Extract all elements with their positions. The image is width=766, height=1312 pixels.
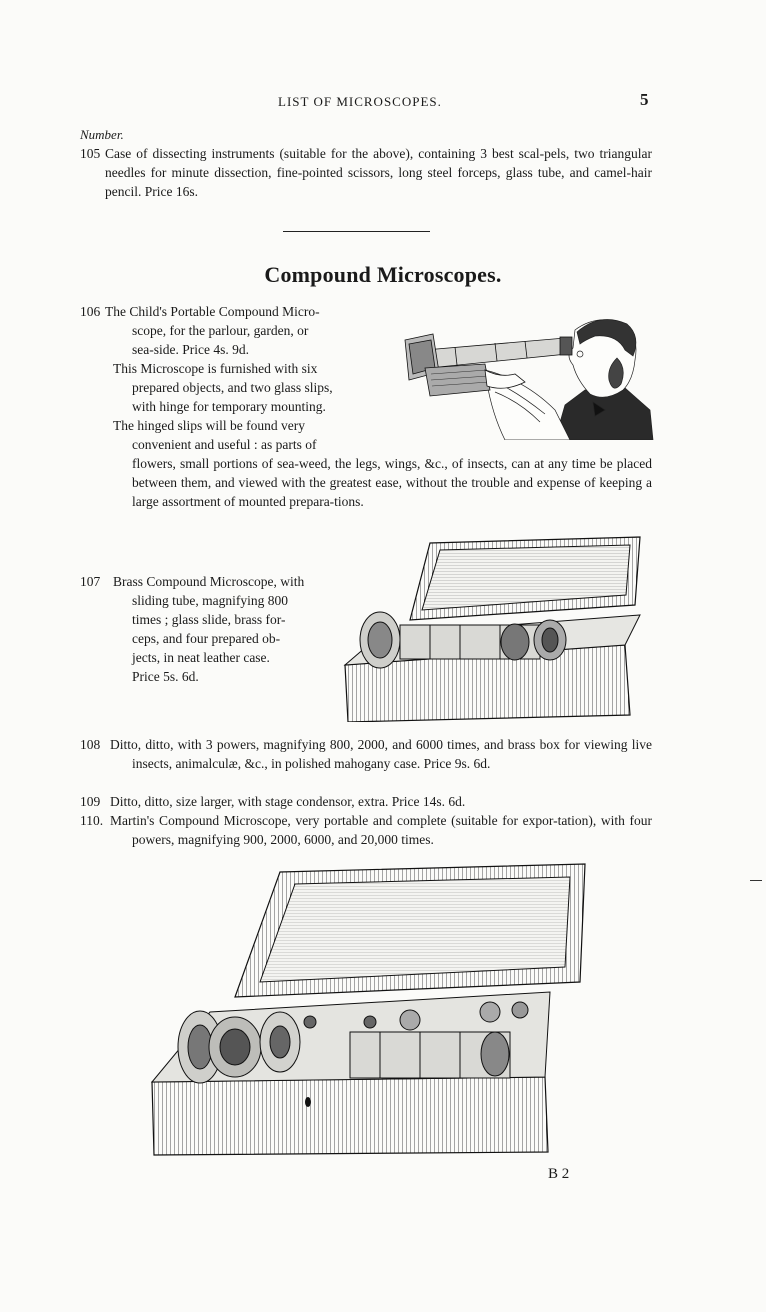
- entry-number: 109: [80, 794, 101, 809]
- entry-107: [80, 572, 340, 692]
- entry-text: Ditto, ditto, with 3 powers, magnifying 800, 2000, and 6000 times, and brass box for viewing live insects, animalculæ, &c., in polished mahogany case. Price 9s. 6d.: [110, 737, 652, 771]
- entry-line: with hinge for temporary mounting.: [132, 399, 326, 414]
- entry-line: The Child's Portable Compound Micro-: [105, 304, 320, 319]
- entry-109: [80, 792, 652, 811]
- engraving-martins-microscope-case: [150, 862, 600, 1157]
- section-title: Compound Microscopes.: [264, 262, 502, 287]
- entry-line: sliding tube, magnifying 800: [132, 593, 288, 608]
- entry-line: sea-side. Price 4s. 9d.: [132, 342, 249, 357]
- entry-line: prepared objects, and two glass slips,: [132, 380, 333, 395]
- margin-mark: [750, 880, 762, 881]
- engraving-brass-microscope-case: [340, 535, 645, 722]
- section-divider: [283, 231, 430, 232]
- entry-line: times ; glass slide, brass for-: [132, 612, 286, 627]
- entry-number: 105: [80, 146, 101, 161]
- entry-110: [80, 811, 652, 849]
- entry-108: [80, 735, 652, 795]
- entry-line: This Microscope is furnished with six: [113, 361, 318, 376]
- entry-line: convenient and useful : as parts of: [132, 437, 317, 452]
- number-column-label: Number.: [80, 127, 124, 142]
- entry-number: 110.: [80, 813, 104, 828]
- page-number: 5: [640, 90, 649, 109]
- signature-mark: B 2: [548, 1166, 570, 1182]
- entry-line: Price 5s. 6d.: [132, 669, 199, 684]
- entry-text: Martin's Compound Microscope, very portable and complete (suitable for expor-tation), with four powers, magnifying 900, 2000, 6000, and 20,000 times.: [110, 813, 652, 847]
- entry-text: Case of dissecting instruments (suitable for the above), containing 3 best scal-pels, two triangular needles for minute dissection, fine-pointed scissors, long steel forceps, glass tube, and camel-hair pencil. Price 16s.: [105, 146, 652, 199]
- entry-line: jects, in neat leather case.: [132, 650, 270, 665]
- entry-text: Ditto, ditto, size larger, with stage condensor, extra. Price 14s. 6d.: [110, 794, 466, 809]
- entry-line: The hinged slips will be found very: [113, 418, 305, 433]
- entry-number: 107: [80, 574, 101, 589]
- entry-105: [80, 144, 652, 201]
- entry-number: 106: [80, 304, 101, 319]
- entry-continuation: flowers, small portions of sea-weed, the legs, wings, &c., of insects, can at any time be placed between them, and viewed with the greatest ease, without the trouble and expense of keeping a large assortment of mounted prepara-tions.: [132, 456, 652, 509]
- entry-number: 108: [80, 737, 101, 752]
- entry-line: ceps, and four prepared ob-: [132, 631, 281, 646]
- page-header: [0, 92, 766, 112]
- entry-line: scope, for the parlour, garden, or: [132, 323, 309, 338]
- engraving-child-microscope: [395, 310, 655, 440]
- running-title: LIST OF MICROSCOPES.: [278, 94, 442, 109]
- entry-line: Brass Compound Microscope, with: [113, 574, 305, 589]
